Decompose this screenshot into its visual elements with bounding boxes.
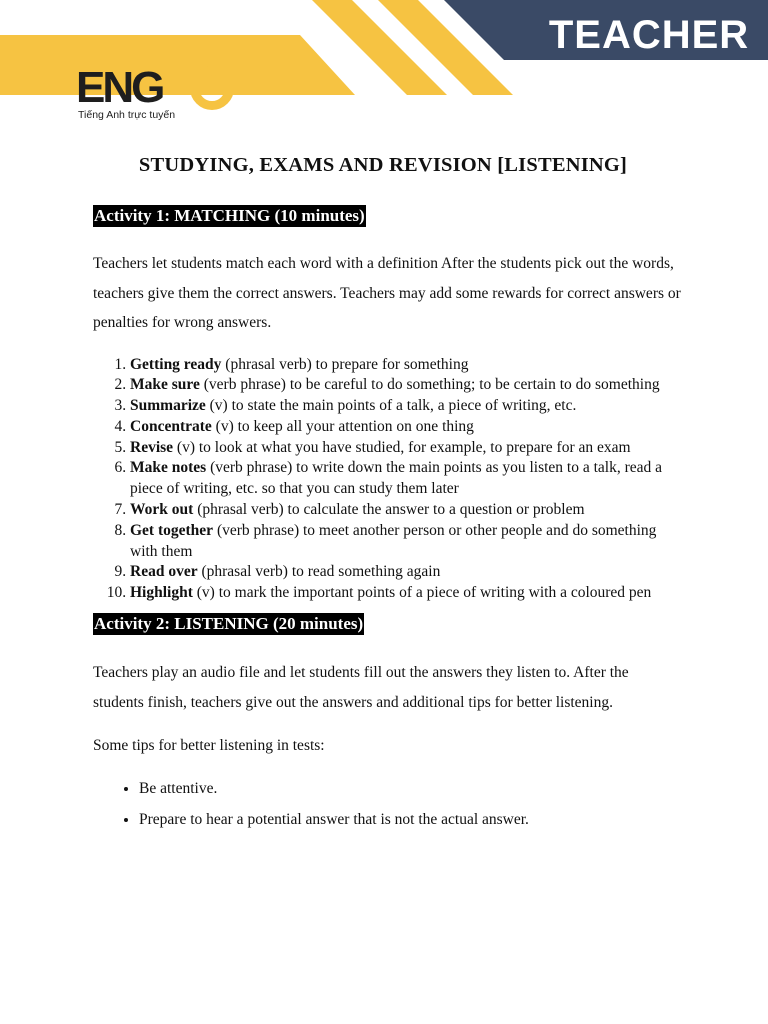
vocab-term: Read over (130, 563, 198, 581)
page-title: STUDYING, EXAMS AND REVISION [LISTENING] (138, 154, 628, 176)
vocab-definition: (phrasal verb) to calculate the answer to a question or problem (193, 501, 585, 519)
vocab-item (130, 521, 683, 563)
vocab-term: Work out (130, 501, 194, 519)
vocab-term: Getting ready (130, 355, 222, 373)
vocab-item (130, 396, 683, 417)
vocab-item (130, 458, 683, 500)
vocab-term: Concentrate (130, 417, 212, 435)
logo-ring-icon (190, 66, 234, 110)
tip-item: • Prepare to hear a potential answer that is not the actual answer. (139, 804, 683, 835)
vocab-item (130, 500, 683, 521)
activity2-intro: Teachers play an audio file and let students fill out the answers they listen to. After the students finish, teachers give out the answers and additional tips for better listening. (93, 664, 629, 711)
vocabulary-list (93, 355, 683, 605)
activity1-intro: Teachers let students match each word with a definition After the students pick out the words, teachers give them the correct answers. Teachers may add some rewards for correct answers or penalties for wrong answers. (93, 255, 681, 331)
vocab-item (130, 417, 683, 438)
logo-tagline: Tiếng Anh trực tuyến (78, 109, 176, 121)
vocab-item (130, 355, 683, 376)
vocab-definition: (phrasal verb) to prepare for something (221, 355, 469, 373)
vocab-definition: (verb phrase) to be careful to do something; to be certain to do something (199, 376, 660, 394)
vocab-item (130, 583, 683, 604)
vocab-definition: (verb phrase) to meet another person or other people and do something with them (130, 521, 657, 560)
vocab-definition: (v) to keep all your attention on one thing (211, 417, 474, 435)
vocab-item (130, 562, 683, 583)
vocab-term: Highlight (130, 584, 193, 602)
vocab-item (130, 375, 683, 396)
vocab-definition: (v) to look at what you have studied, for example, to prepare for an exam (173, 438, 631, 456)
tips-list (93, 773, 683, 835)
activity1-heading: Activity 1: MATCHING (10 minutes) (94, 206, 365, 225)
tips-heading: Some tips for better listening in tests: (93, 737, 325, 755)
engo-logo: ENG (76, 63, 163, 112)
teacher-badge: TEACHER (548, 13, 750, 57)
document-body (93, 150, 683, 835)
vocab-term: Revise (130, 438, 174, 456)
vocab-term: Make notes (130, 459, 207, 477)
vocab-definition: (v) to state the main points of a talk, a piece of writing, etc. (205, 397, 577, 415)
vocab-term: Summarize (130, 397, 206, 415)
vocab-term: Get together (130, 521, 214, 539)
vocab-item (130, 438, 683, 459)
tip-item: • Be attentive. (139, 773, 683, 804)
vocab-definition: (phrasal verb) to read something again (197, 563, 441, 581)
header-banner (0, 0, 768, 120)
vocab-definition: (v) to mark the important points of a piece of writing with a coloured pen (192, 584, 652, 602)
vocab-term: Make sure (130, 376, 200, 394)
activity2-heading: Activity 2: LISTENING (20 minutes) (94, 614, 364, 634)
vocab-definition: (verb phrase) to write down the main points as you listen to a talk, read a piece of writing, etc. so that you can study them later (130, 459, 663, 498)
